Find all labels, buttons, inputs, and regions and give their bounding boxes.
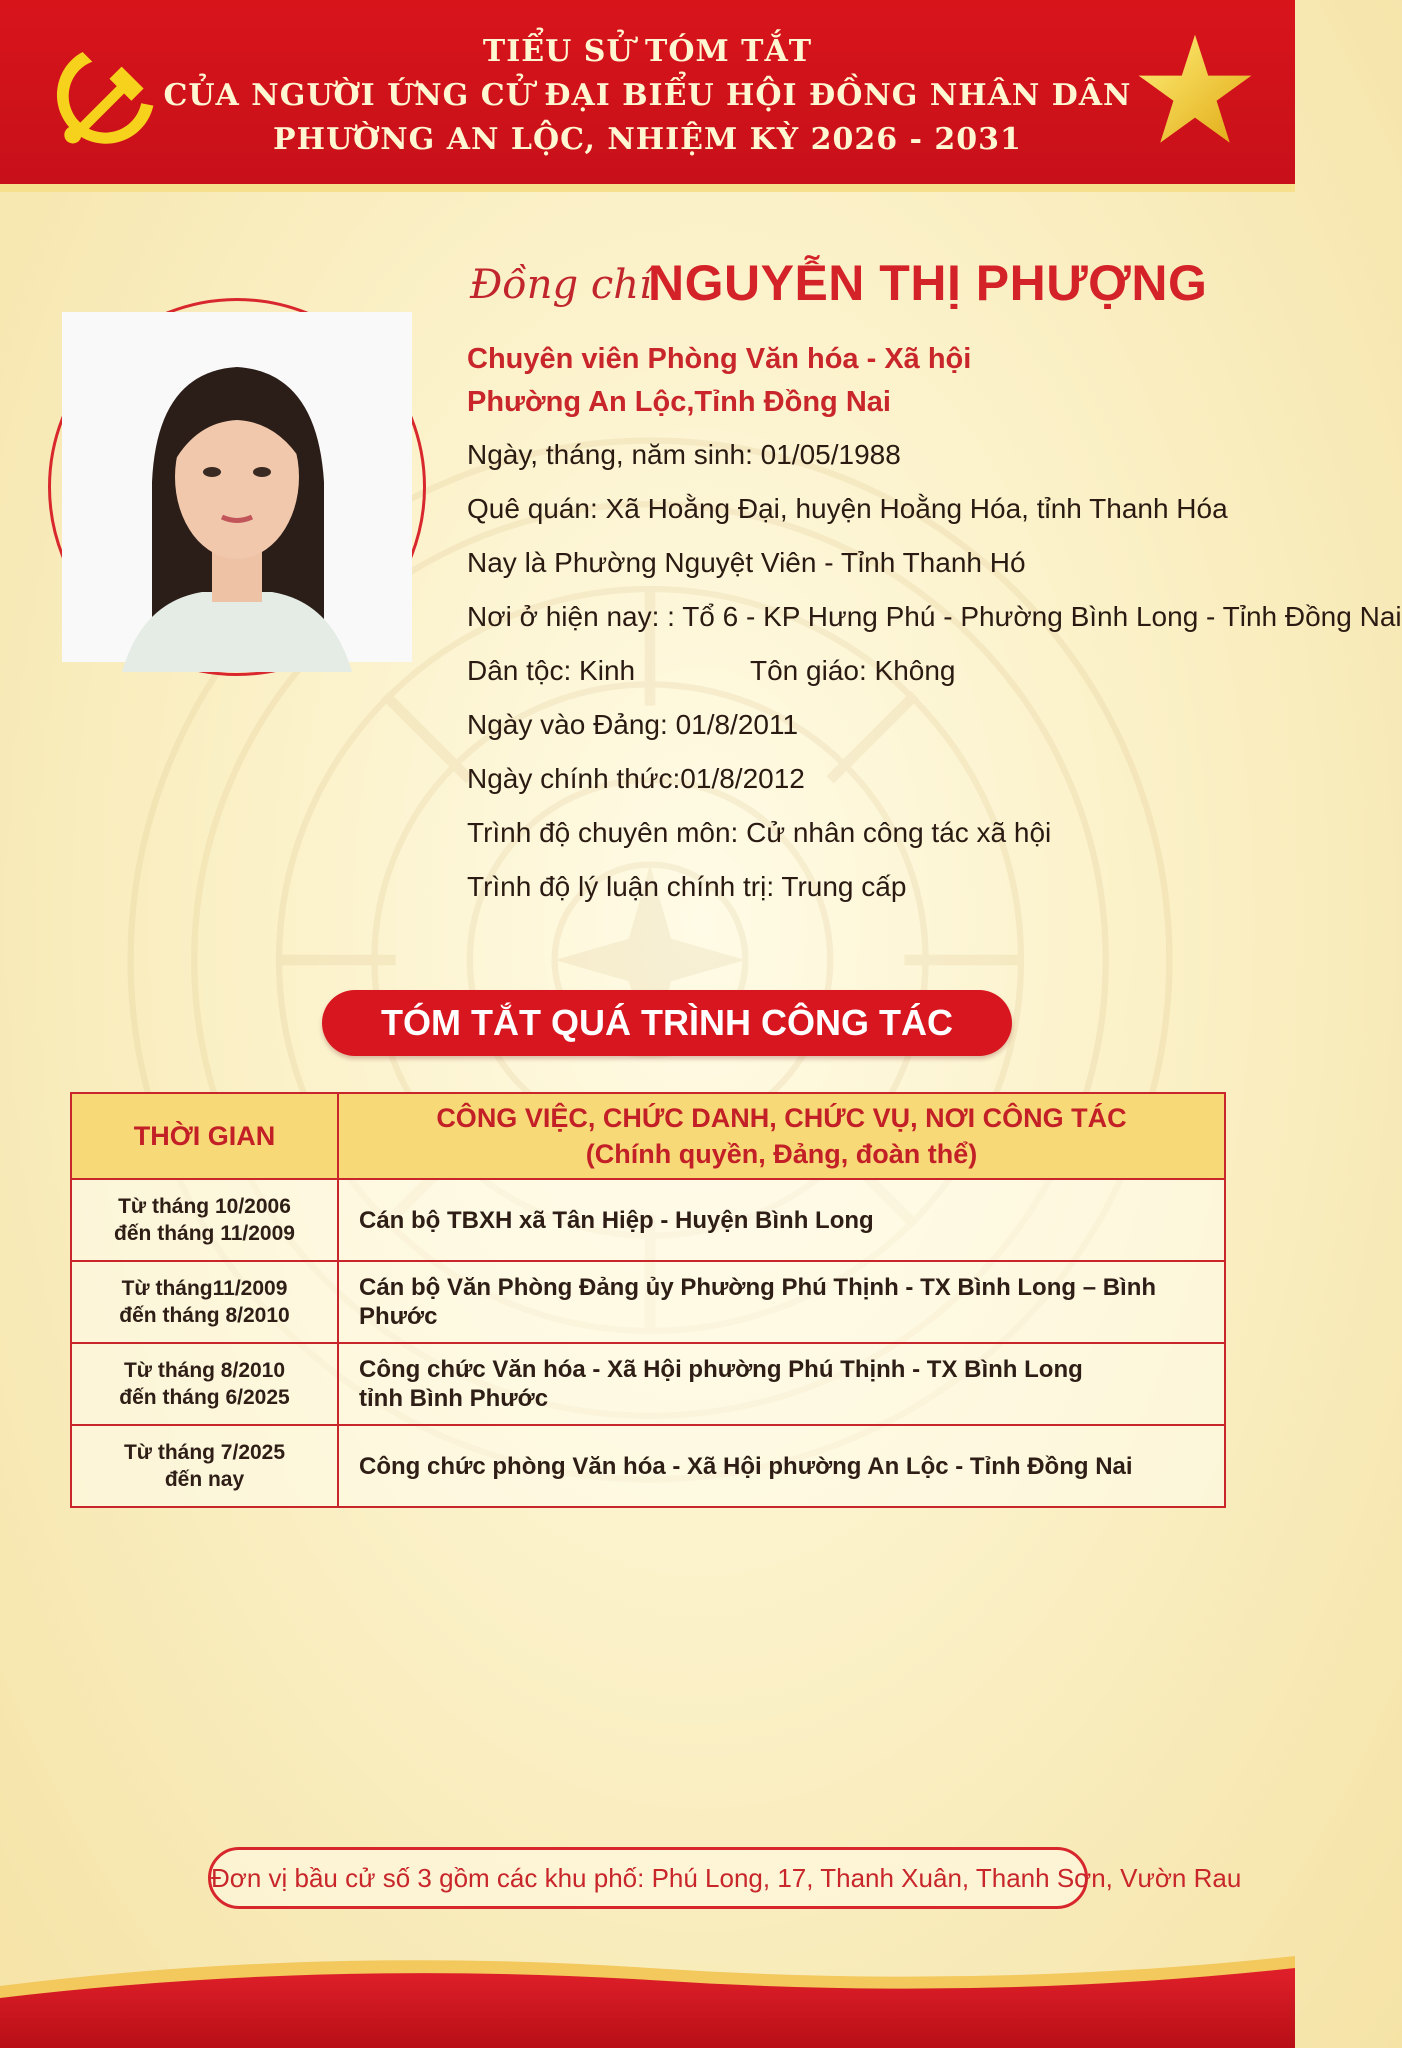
table-row [71,1179,1225,1261]
period-cell [71,1261,338,1343]
job-text: Cán bộ TBXH xã Tân Hiệp - Huyện Bình Long [359,1206,874,1234]
table-header-row [71,1093,1225,1179]
period-from: Từ tháng11/2009 [121,1277,288,1300]
political-theory-level: Trình độ lý luận chính trị: Trung cấp [467,871,907,902]
salutation: Đồng chí [470,262,652,308]
section-title: TÓM TẮT QUÁ TRÌNH CÔNG TÁC [322,990,1012,1056]
electoral-unit-note: Đơn vị bầu cử số 3 gồm các khu phố: Phú Long, 17, Thanh Xuân, Thanh Sơn, Vườn Rau [208,1847,1088,1909]
party-join-date: Ngày vào Đảng: 01/8/2011 [467,709,799,740]
period-cell [71,1343,338,1425]
party-official-date: Ngày chính thức:01/8/2012 [467,763,805,794]
table-row [71,1343,1225,1425]
period-to: đến tháng 8/2010 [119,1304,290,1327]
residence: Nơi ở hiện nay: : Tổ 6 - KP Hưng Phú - Phường Bình Long - Tỉnh Đồng Nai [467,601,1402,632]
header-time: THỜI GIAN [71,1093,338,1179]
job-cell [338,1179,1225,1261]
hometown: Quê quán: Xã Hoằng Đại, huyện Hoằng Hóa, tỉnh Thanh Hóa [467,493,1228,524]
candidate-name: NGUYỄN THỊ PHƯỢNG [648,255,1208,311]
period-to: đến nay [164,1468,245,1491]
period-from: Từ tháng 10/2006 [118,1195,291,1218]
position-line1: Chuyên viên Phòng Văn hóa - Xã hội [467,343,972,375]
job-text: Công chức phòng Văn hóa - Xã Hội phường An Lộc - Tỉnh Đồng Nai [359,1452,1133,1480]
candidate-photo-illustration [62,312,412,662]
job-cell [338,1425,1225,1507]
table-row [71,1425,1225,1507]
period-from: Từ tháng 7/2025 [123,1441,286,1464]
header-job-line1: CÔNG VIỆC, CHỨC DANH, CHỨC VỤ, NƠI CÔNG TÁC [436,1103,1127,1133]
job-text-line2: tỉnh Bình Phước [359,1385,549,1412]
header-gold-band [0,184,1295,192]
period-cell [71,1179,338,1261]
ethnicity: Dân tộc: Kinh [467,655,636,686]
period-cell [71,1425,338,1507]
bottom-red-wave [0,1946,1295,2048]
period-to: đến tháng 11/2009 [114,1222,295,1245]
header-job-line2: (Chính quyền, Đảng, đoàn thể) [585,1139,978,1169]
job-cell [338,1343,1225,1425]
religion: Tôn giáo: Không [750,655,956,686]
header-title-line3: PHƯỜNG AN LỘC, NHIỆM KỲ 2026 - 2031 [273,122,1022,157]
gold-star-icon [1135,30,1255,150]
period-to: đến tháng 6/2025 [119,1386,290,1409]
header-title-line1: TIỂU SỬ TÓM TẮT [482,34,813,69]
education-level: Trình độ chuyên môn: Cử nhân công tác xã hội [467,817,1052,848]
position-line2: Phường An Lộc,Tỉnh Đồng Nai [467,386,891,418]
header-job [338,1093,1225,1179]
job-text: Cán bộ Văn Phòng Đảng ủy Phường Phú Thịnh - TX Bình Long – Bình Phước [359,1274,1157,1330]
birth-date: Ngày, tháng, năm sinh: 01/05/1988 [467,439,901,470]
job-cell [338,1261,1225,1343]
period-from: Từ tháng 8/2010 [123,1359,286,1382]
job-text: Công chức Văn hóa - Xã Hội phường Phú Thịnh - TX Bình Long [359,1356,1083,1383]
candidate-photo [62,312,412,662]
hometown-now: Nay là Phường Nguyệt Viên - Tỉnh Thanh Hó [467,547,1026,578]
header-title-line2: CỦA NGƯỜI ỨNG CỬ ĐẠI BIỂU HỘI ĐỒNG NHÂN DÂN [163,78,1132,113]
work-history-table [70,1092,1226,1508]
table-row [71,1261,1225,1343]
